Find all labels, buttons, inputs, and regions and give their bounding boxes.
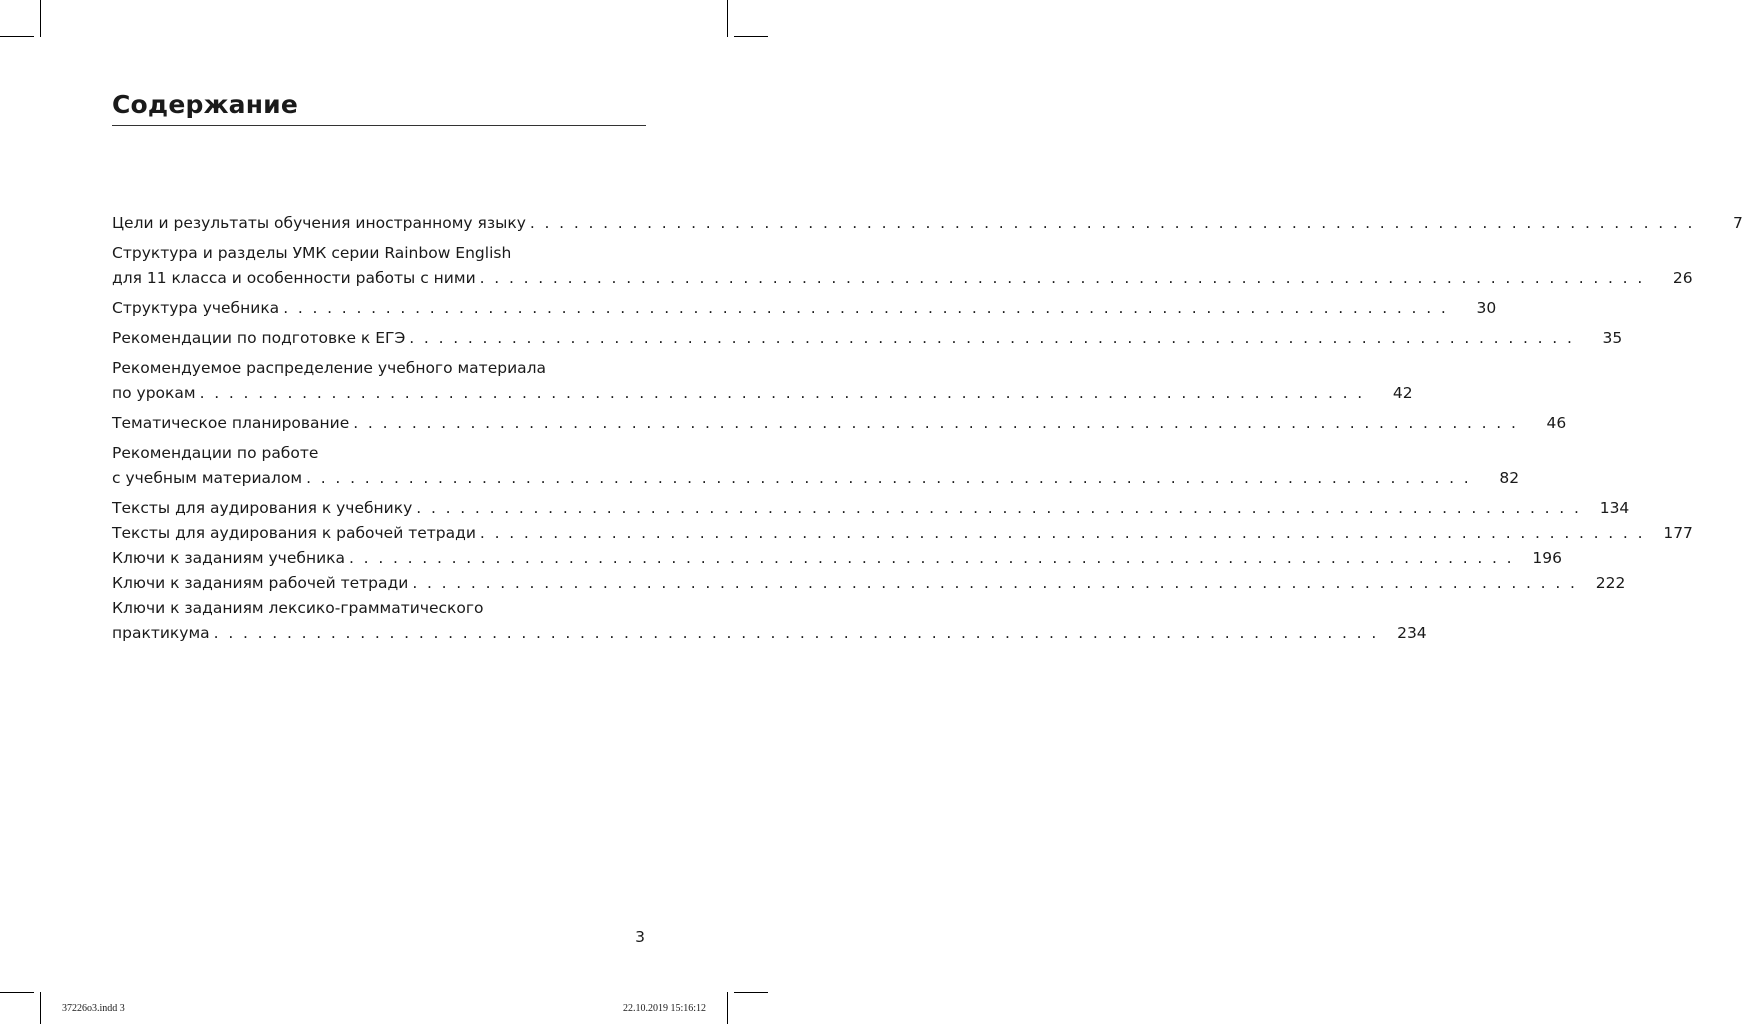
dot-leader: . . . . . . . . . . . . . . . . . . . . . . . . . . . . . . . . . . . . . . . . . . . . . . . . . . . . . . . . . . . . . . . . . . . . . . . . . . . . . . . . — [529, 214, 1695, 232]
dot-leader: . . . . . . . . . . . . . . . . . . . . . . . . . . . . . . . . . . . . . . . . . . . . . . . . . . . . . . . . . . . . . . . . . . . . . . . . . . . . . . . . — [479, 524, 1645, 542]
toc-entry[interactable] — [112, 296, 1497, 321]
toc-entry-line: Ключи к заданиям лексико-грамматического — [112, 599, 484, 617]
print-slug-file: 37226o3.indd 3 — [62, 1003, 125, 1014]
toc-entry-line: для 11 класса и особенности работы с ними — [112, 269, 476, 287]
toc-page-number: 26 — [1672, 269, 1693, 287]
print-slug-timestamp: 22.10.2019 15:16:12 — [622, 1003, 706, 1014]
crop-mark — [0, 992, 34, 993]
toc-entry-line: Рекомендуемое распределение учебного материала — [112, 359, 547, 377]
toc-entry-line: Структура учебника — [112, 299, 280, 317]
toc-entry-line: Тексты для аудирования к учебнику — [112, 499, 413, 517]
toc-page-number: 35 — [1602, 329, 1623, 347]
title-rule — [112, 125, 646, 126]
dot-leader: . . . . . . . . . . . . . . . . . . . . . . . . . . . . . . . . . . . . . . . . . . . . . . . . . . . . . . . . . . . . . . . . . . . . . . . . . . . . . . . . — [479, 269, 1645, 287]
page-number: 3 — [635, 928, 645, 946]
toc-entry[interactable] — [112, 546, 1563, 571]
toc-entry-line: по урокам — [112, 384, 196, 402]
dot-leader: . . . . . . . . . . . . . . . . . . . . . . . . . . . . . . . . . . . . . . . . . . . . . . . . . . . . . . . . . . . . . . . . . . . . . . . . . . . . . . . . — [199, 384, 1365, 402]
toc-entry-line: Рекомендации по работе — [112, 444, 319, 462]
toc-entry[interactable] — [112, 571, 1626, 596]
toc-entry[interactable] — [112, 596, 1427, 646]
page-title: Содержание — [112, 90, 299, 119]
toc-entry[interactable] — [112, 441, 1520, 491]
dot-leader: . . . . . . . . . . . . . . . . . . . . . . . . . . . . . . . . . . . . . . . . . . . . . . . . . . . . . . . . . . . . . . . . . . . . . . . . . . . . . . . . — [306, 469, 1472, 487]
toc-page-number: 42 — [1392, 384, 1413, 402]
toc-page-number: 46 — [1546, 414, 1567, 432]
toc-page-number: 222 — [1595, 574, 1626, 592]
dot-leader: . . . . . . . . . . . . . . . . . . . . . . . . . . . . . . . . . . . . . . . . . . . . . . . . . . . . . . . . . . . . . . . . . . . . . . . . . . . . . . . . — [416, 499, 1582, 517]
toc-page-number: 134 — [1599, 499, 1630, 517]
toc-entry[interactable] — [112, 356, 1413, 406]
toc-entry[interactable] — [112, 326, 1623, 351]
toc-entry[interactable] — [112, 521, 1693, 546]
crop-mark — [734, 992, 768, 993]
toc-page-number: 196 — [1532, 549, 1563, 567]
table-of-contents — [112, 211, 1743, 651]
toc-entry-line: Тексты для аудирования к рабочей тетради — [112, 524, 476, 542]
toc-entry[interactable] — [112, 241, 1693, 291]
dot-leader: . . . . . . . . . . . . . . . . . . . . . . . . . . . . . . . . . . . . . . . . . . . . . . . . . . . . . . . . . . . . . . . . . . . . . . . . . . . . . . . . — [412, 574, 1578, 592]
toc-entry[interactable] — [112, 496, 1630, 521]
crop-mark — [40, 992, 41, 1024]
dot-leader: . . . . . . . . . . . . . . . . . . . . . . . . . . . . . . . . . . . . . . . . . . . . . . . . . . . . . . . . . . . . . . . . . . . . . . . . . . . . . . . . — [409, 329, 1575, 347]
toc-page-number: 177 — [1663, 524, 1693, 542]
toc-page-number: 82 — [1499, 469, 1520, 487]
toc-page-number: 7 — [1733, 214, 1743, 232]
toc-entry[interactable] — [112, 411, 1567, 436]
crop-mark — [40, 0, 41, 37]
toc-entry-line: Цели и результаты обучения иностранному языку — [112, 214, 526, 232]
toc-entry-line: практикума — [112, 624, 210, 642]
toc-entry-line: Ключи к заданиям учебника — [112, 549, 346, 567]
toc-page-number: 30 — [1476, 299, 1497, 317]
crop-mark — [734, 36, 768, 37]
dot-leader: . . . . . . . . . . . . . . . . . . . . . . . . . . . . . . . . . . . . . . . . . . . . . . . . . . . . . . . . . . . . . . . . . . . . . . . . . . . . . . . . — [283, 299, 1449, 317]
dot-leader: . . . . . . . . . . . . . . . . . . . . . . . . . . . . . . . . . . . . . . . . . . . . . . . . . . . . . . . . . . . . . . . . . . . . . . . . . . . . . . . . — [349, 549, 1515, 567]
crop-mark — [727, 0, 728, 37]
toc-entry-line: Тематическое планирование — [112, 414, 350, 432]
toc-page-number: 234 — [1397, 624, 1427, 642]
dot-leader: . . . . . . . . . . . . . . . . . . . . . . . . . . . . . . . . . . . . . . . . . . . . . . . . . . . . . . . . . . . . . . . . . . . . . . . . . . . . . . . . — [213, 624, 1379, 642]
toc-entry-line: Структура и разделы УМК серии Rainbow English — [112, 244, 512, 262]
toc-entry-line: Рекомендации по подготовке к ЕГЭ — [112, 329, 406, 347]
toc-entry-line: Ключи к заданиям рабочей тетради — [112, 574, 409, 592]
crop-mark — [727, 992, 728, 1024]
crop-mark — [0, 36, 34, 37]
toc-entry-line: с учебным материалом — [112, 469, 303, 487]
toc-entry[interactable] — [112, 211, 1743, 236]
dot-leader: . . . . . . . . . . . . . . . . . . . . . . . . . . . . . . . . . . . . . . . . . . . . . . . . . . . . . . . . . . . . . . . . . . . . . . . . . . . . . . . . — [353, 414, 1519, 432]
